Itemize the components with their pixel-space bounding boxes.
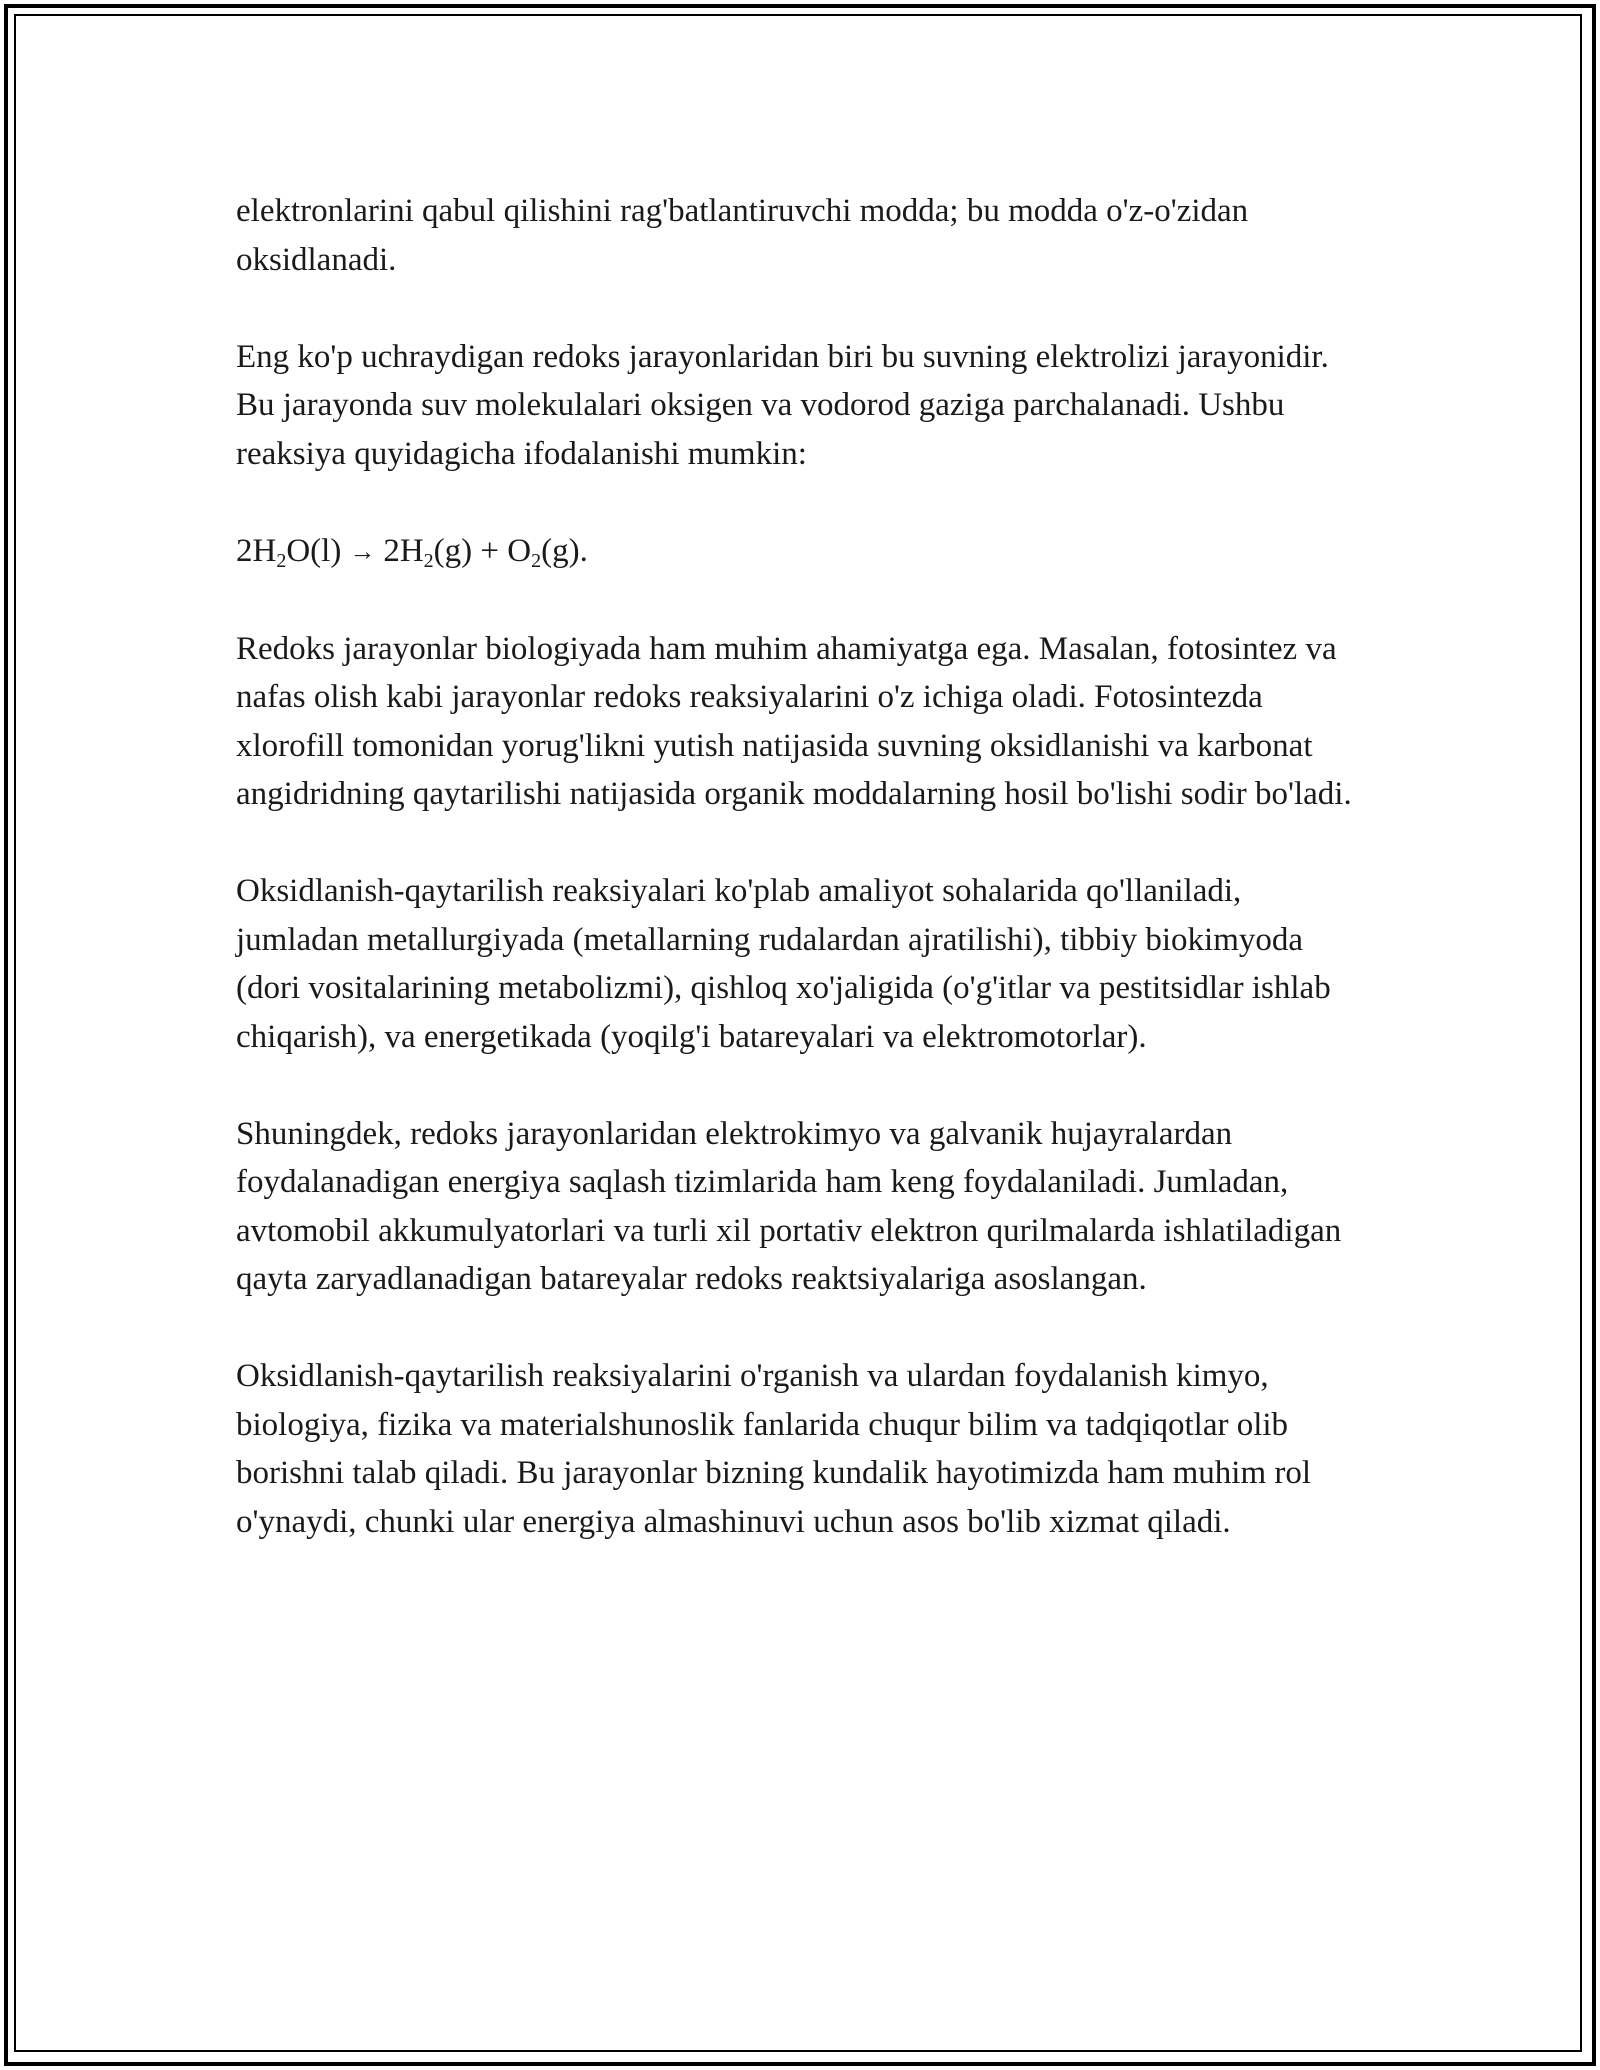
equation-term: 2H — [383, 532, 424, 569]
paragraph-biology: Redoks jarayonlar biologiyada ham muhim ahamiyatga ega. Masalan, fotosintez va nafas olish kabi jarayonlar redoks reaksiyalarini o'z ichiga oladi. Fotosintezda xlorofill tomonidan yorug'likni yutish natijasida suvning oksidlanishi va karbonat angidridning qaytarilishi natijasida organik moddalarning hosil bo'lishi sodir bo'ladi. — [236, 630, 1352, 812]
paragraph-conclusion: Oksidlanish-qaytarilish reaksiyalarini o'rganish va ulardan foydalanish kimyo, biologiya, fizika va materialshunoslik fanlarida chuqur bilim va tadqiqotlar olib borishni talab qiladi. Bu jarayonlar bizning kundalik hayotimizda ham muhim rol o'ynaydi, chunki ular energiya almashinuvi uchun asos bo'lib xizmat qiladi. — [236, 1358, 1312, 1540]
equation-term: 2H — [236, 532, 277, 569]
equation-subscript: 2 — [423, 549, 434, 572]
equation-term: (g). — [541, 532, 588, 569]
chemical-equation — [236, 527, 1366, 577]
paragraph-applications: Oksidlanish-qaytarilish reaksiyalari ko'plab amaliyot sohalarida qo'llaniladi, jumladan metallurgiyada (metallarning rudalardan ajratilishi), tibbiy biokimyoda (dori vositalarining metabolizmi), qishloq xo'jaligida (o'g'itlar va pestitsidlar ishlab chiqarish), va energetikada (yoqilg'i batareyalari va elektromotorlar). — [236, 873, 1331, 1055]
equation-term: (g) + O — [433, 532, 532, 569]
equation-subscript: 2 — [531, 549, 542, 572]
paragraph-electrolysis: Eng ko'p uchraydigan redoks jarayonlaridan biri bu suvning elektrolizi jarayonidir. Bu jarayonda suv molekulalari oksigen va vodorod gaziga parchalanadi. Ushbu reaksiya quyidagicha ifodalanishi mumkin: — [236, 338, 1329, 472]
paragraph-continuation: elektronlarini qabul qilishini rag'batlantiruvchi modda; bu modda o'z-o'zidan oksidlanadi. — [236, 193, 1249, 278]
equation-subscript: 2 — [276, 549, 287, 572]
paragraph-energy-storage: Shuningdek, redoks jarayonlaridan elektrokimyo va galvanik hujayralardan foydalanadigan energiya saqlash tizimlarida ham keng foydalaniladi. Jumladan, avtomobil akkumulyatorlari va turli xil portativ elektron qurilmalarda ishlatiladigan qayta zaryadlanadigan batareyalar redoks reaktsiyalariga asoslangan. — [236, 1115, 1342, 1297]
reaction-arrow: → — [349, 536, 376, 566]
equation-term: O(l) — [286, 532, 342, 569]
document-body — [236, 187, 1366, 1595]
